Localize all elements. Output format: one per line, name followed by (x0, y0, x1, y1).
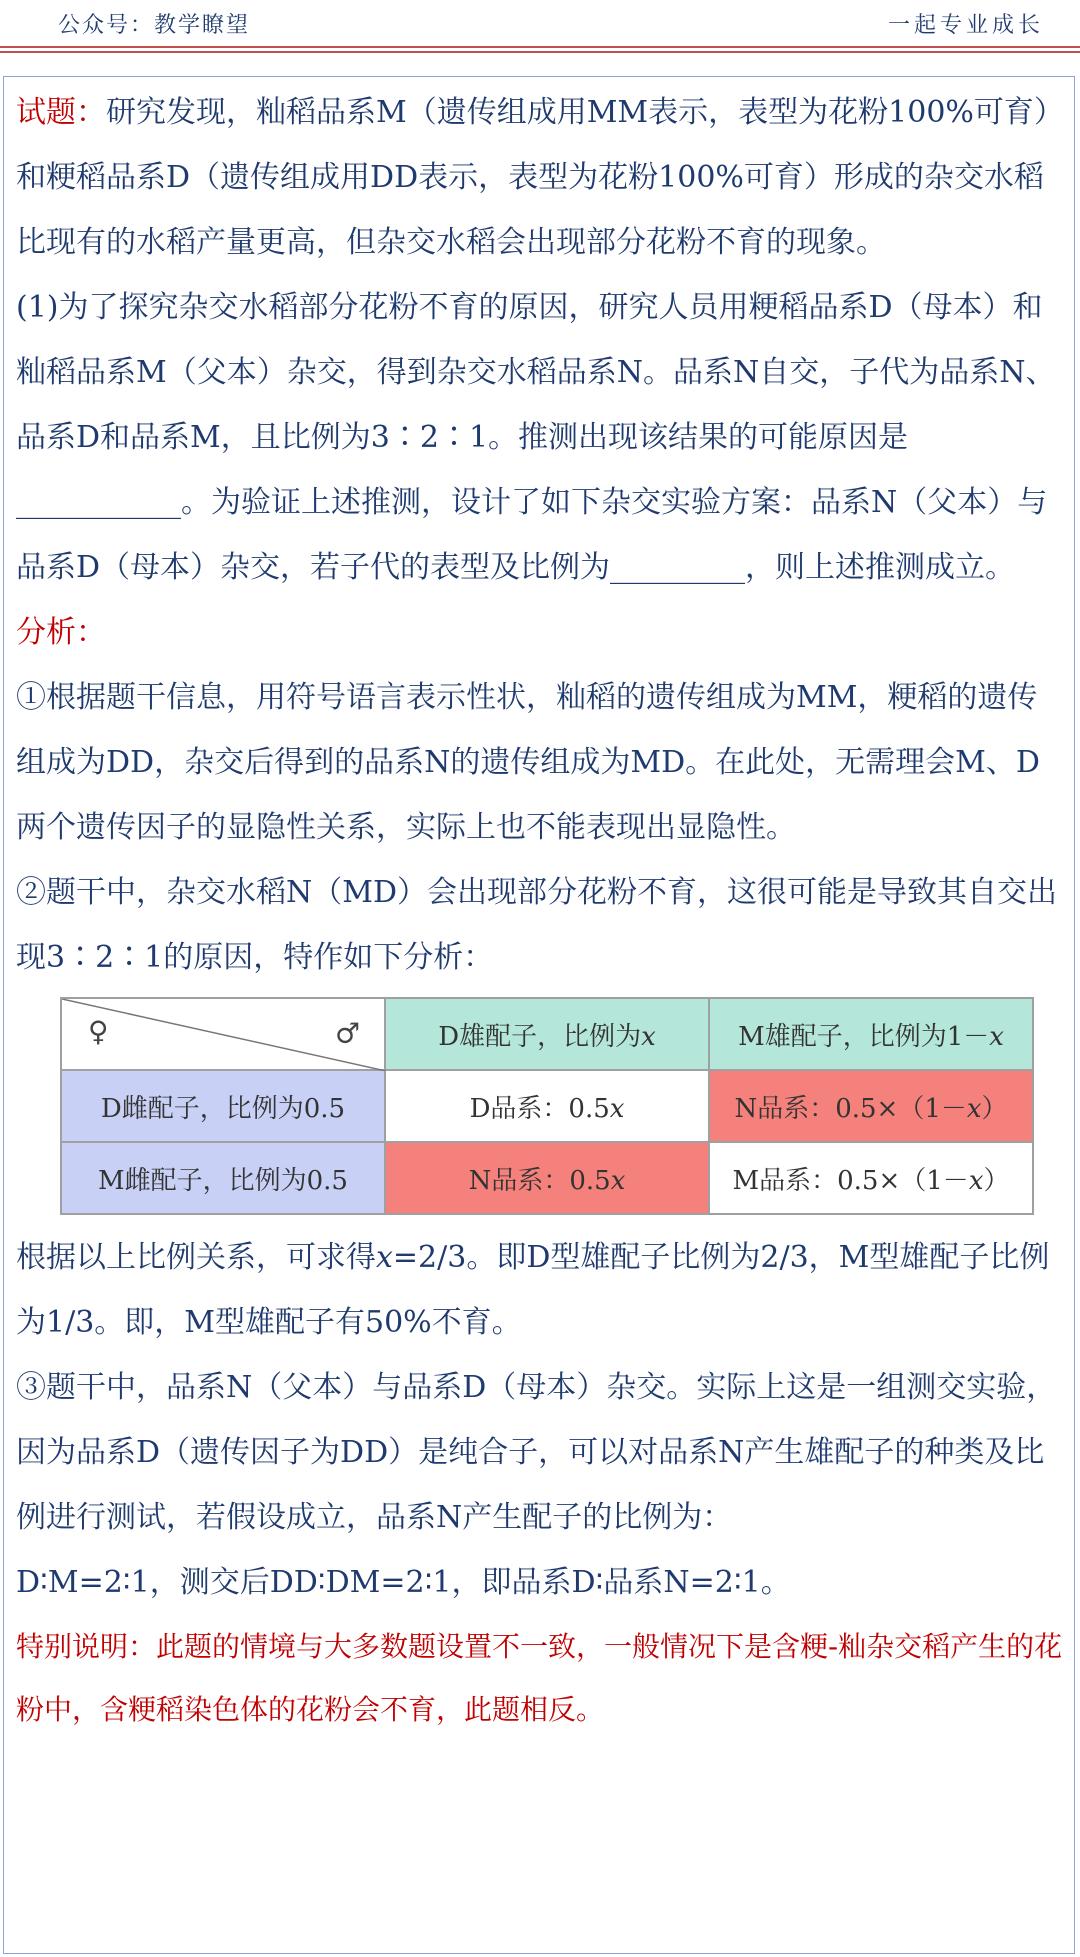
page-header (0, 0, 1080, 44)
header-rule-top (0, 46, 1080, 48)
header-left-text: 公众号：教学瞭望 (58, 13, 251, 38)
special-note: 特别说明：此题的情境与大多数题设置不一致，一般情况下是含粳-籼杂交稻产生的花粉中，含粳稻染色体的花粉会不育，此题相反。 (16, 1630, 1063, 1726)
header-rule-bottom (0, 51, 1080, 53)
question-paragraph (16, 80, 1066, 275)
female-symbol-icon: ♀ (88, 1015, 109, 1048)
analysis-result: 根据以上比例关系，可求得x=2/3。即D型雄配子比例为2/3，M型雄配子比例为1/3。即，M型雄配子有50%不育。 (16, 1240, 1050, 1340)
question-part1: (1)为了探究杂交水稻部分花粉不育的原因，研究人员用粳稻品系D（母本）和籼稻品系M（父本）杂交，得到杂交水稻品系N。品系N自交，子代为品系N、品系D和品系M，且比例为3∶2∶1。推测出现该结果的可能原因是___________。为验证上述推测，设计了如下杂交实验方案：品系N（父本）与品系D（母本）杂交，若子代的表型及比例为_________，则上述推测成立。 (16, 290, 1056, 585)
row-head-m-female: M雌配子，比例为0.5 (61, 1142, 385, 1214)
cell-m-strain: M品系：0.5×（1－x） (709, 1142, 1033, 1214)
analysis-point1: ①根据题干信息，用符号语言表示性状，籼稻的遗传组成为MM，粳稻的遗传组成为DD，杂交后得到的品系N的遗传组成为MD。在此处，无需理会M、D两个遗传因子的显隐性关系，实际上也不能表现出显隐性。 (16, 680, 1040, 845)
male-symbol-icon: ♂ (334, 1017, 360, 1050)
header-d-male: D雄配子，比例为x (385, 998, 709, 1070)
question-text: 研究发现，籼稻品系M（遗传组成用MM表示，表型为花粉100%可育）和粳稻品系D（遗传组成用DD表示，表型为花粉100%可育）形成的杂交水稻比现有的水稻产量更高，但杂交水稻会出现部分花粉不育的现象。 (16, 95, 1064, 260)
analysis-point3: ③题干中，品系N（父本）与品系D（母本）杂交。实际上这是一组测交实验，因为品系D（遗传因子为DD）是纯合子，可以对品系N产生雄配子的种类及比例进行测试，若假设成立，品系N产生配子的比例为： (16, 1370, 1057, 1535)
row-head-d-female: D雌配子，比例为0.5 (61, 1070, 385, 1142)
cell-d-strain: D品系：0.5x (385, 1070, 709, 1142)
corner-cell (61, 998, 385, 1070)
analysis-ratio-line: D∶M=2∶1，测交后DD∶DM=2∶1，即品系D∶品系N=2∶1。 (16, 1565, 791, 1600)
analysis-label: 分析： (16, 615, 106, 650)
cell-n-strain-1: N品系：0.5×（1－x） (709, 1070, 1033, 1142)
table-header-row (61, 998, 1033, 1070)
header-right-text: 一起专业成长 (887, 13, 1044, 38)
article-body (16, 80, 1066, 1741)
table-row (61, 1142, 1033, 1214)
header-m-male: M雄配子，比例为1－x (709, 998, 1033, 1070)
cell-n-strain-2: N品系：0.5x (385, 1142, 709, 1214)
table-row (61, 1070, 1033, 1142)
gamete-table (60, 997, 1034, 1215)
question-label: 试题： (16, 95, 106, 130)
analysis-point2: ②题干中，杂交水稻N（MD）会出现部分花粉不育，这很可能是导致其自交出现3∶2∶1的原因，特作如下分析： (16, 875, 1058, 975)
